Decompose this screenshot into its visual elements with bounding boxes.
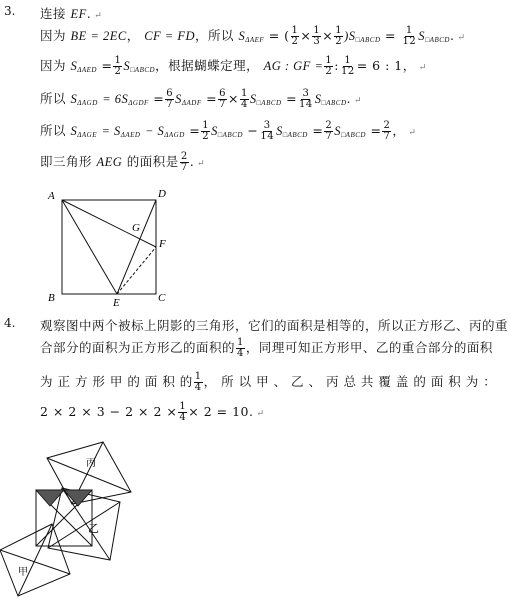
p3-line-3: 因为 $S_{\Delta AED}$ = $\frac{1}{2}$ $S_{□ABCD}$，根据蝴蝶定理， AG : GF = $\frac{1}{2}$ : $\frac{1}{12}$ = 6 : 1， ↵	[40, 55, 427, 77]
label-yi: 乙	[88, 523, 99, 535]
segment-ef	[117, 247, 156, 294]
label-c: C	[158, 292, 166, 304]
p3-line-5: 所以 $S_{\Delta AGE} = S_{\Delta AED} - S_{\Delta AGD}$ = $\frac{1}{2}$ $S_{□ABCD}$ − $\frac{3}{14}$ $S_{□ABCD}$ = $\frac{2}{7}$ $S_{□ABCD}$ = $\frac{2}{7}$ ， ↵	[40, 120, 417, 142]
p3-line-4: 所以 $S_{\Delta AGD} = 6S_{\Delta GDF}$ = $\frac{6}{7}$ $S_{\Delta ADF}$ = $\frac{6}{7}$ × $\frac{1}{4}$ $S_{□ABCD}$ = $\frac{3}{14}$ $S_{□ABCD}$. ↵	[40, 88, 363, 110]
p4-line-2: 合部分的面积为正方形乙的面积的 $\frac{1}{4}$ ，同理可知正方形甲、乙的重合部分的面积	[40, 337, 493, 359]
p3-line-2: 因为 BE = 2EC， CF = FD，所以 $S_{\Delta AEF}$ = ( $\frac{1}{2}$ × $\frac{1}{3}$ × $\frac{1}{2}$ )$S_{□ABCD}$ = $\frac{1}{12}$ $S_{□ABCD}$. ↵	[40, 25, 466, 47]
label-f: F	[159, 238, 166, 250]
label-g: G	[132, 222, 140, 234]
square-figure	[40, 185, 180, 310]
label-a: A	[48, 190, 55, 202]
p3-line-6: 即三角形 AEG 的面积是 $\frac{2}{7}$ . ↵	[40, 151, 206, 173]
p4-line-3: 为 正 方 形 甲 的 面 积 的 $\frac{1}{4}$ ， 所 以 甲 、 乙 、 丙 总 共 覆 盖 的 面 积 为 ：	[40, 371, 497, 393]
p3-line-1: 连接 EF. ↵	[40, 6, 103, 21]
segment-de	[117, 200, 156, 294]
problem-3-number: 3.	[4, 4, 16, 18]
label-d: D	[158, 188, 166, 200]
label-jia: 甲	[18, 567, 28, 578]
label-e: E	[113, 297, 120, 309]
p4-line-4: 2 × 2 × 3 − 2 × 2 × $\frac{1}{4}$ × 2 = 10. ↵	[40, 401, 265, 423]
label-bing: 丙	[86, 458, 96, 469]
p4-line-1: 观察图中两个被标上阴影的三角形，它们的面积是相等的，所以正方形乙、丙的重	[40, 318, 509, 333]
label-b: B	[48, 292, 55, 304]
problem-4-number: 4.	[4, 316, 16, 330]
three-squares-figure	[0, 440, 175, 598]
